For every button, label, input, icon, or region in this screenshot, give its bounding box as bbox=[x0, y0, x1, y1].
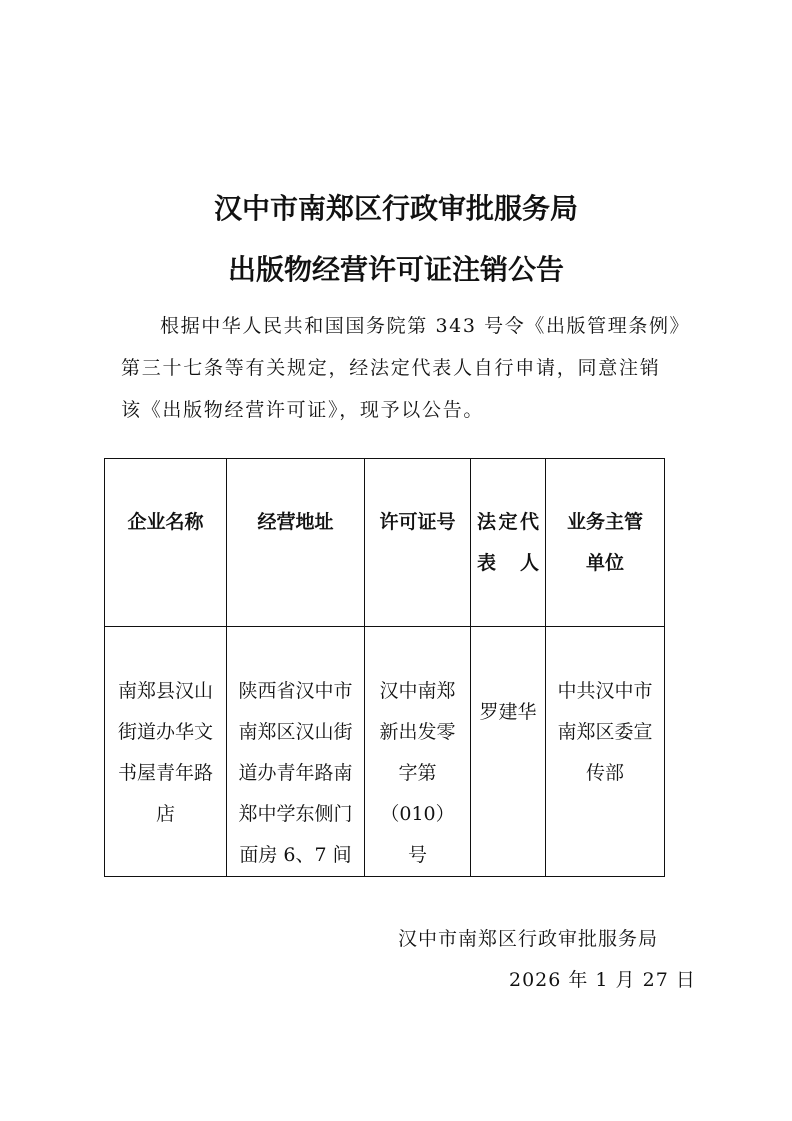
header-company-name-text: 企业名称 bbox=[127, 511, 204, 533]
announcement-title-line2: 出版物经营许可证注销公告 bbox=[227, 253, 564, 286]
cell-competent-authority bbox=[546, 627, 665, 877]
header-competent-authority-text: 业务主管单位 bbox=[566, 511, 643, 574]
cell-business-address-text: 陕西省汉中市南郑区汉山街道办青年路南郑中学东侧门面房 6、7 间 bbox=[238, 680, 353, 866]
header-business-address bbox=[227, 459, 365, 627]
cell-legal-representative-text: 罗建华 bbox=[479, 701, 537, 723]
table-header-row bbox=[105, 459, 665, 627]
issue-date: 2026 年 1 月 27 日 bbox=[509, 969, 696, 991]
header-legal-representative-text: 法定代表人 bbox=[477, 511, 539, 574]
header-business-address-text: 经营地址 bbox=[257, 511, 334, 533]
header-legal-representative bbox=[471, 459, 546, 627]
cell-competent-authority-text: 中共汉中市南郑区委宣传部 bbox=[557, 680, 653, 784]
announcement-title-line1: 汉中市南郑区行政审批服务局 bbox=[213, 192, 578, 225]
cell-legal-representative bbox=[471, 627, 546, 877]
header-license-number-text: 许可证号 bbox=[379, 511, 456, 533]
header-company-name bbox=[105, 459, 227, 627]
cell-business-address bbox=[227, 627, 365, 877]
header-competent-authority bbox=[546, 459, 665, 627]
body-paragraph-line3: 该《出版物经营许可证》，现予以公告。 bbox=[121, 399, 485, 421]
license-table bbox=[104, 458, 665, 877]
table-row bbox=[105, 627, 665, 877]
cell-license-number-text: 汉中南郑新出发零字第（010）号 bbox=[379, 680, 456, 866]
cell-license-number bbox=[365, 627, 471, 877]
body-paragraph-line1: 根据中华人民共和国国务院第 343 号令《出版管理条例》 bbox=[160, 315, 691, 337]
header-license-number bbox=[365, 459, 471, 627]
cell-company-name bbox=[105, 627, 227, 877]
issuer-signature: 汉中市南郑区行政审批服务局 bbox=[398, 928, 659, 950]
body-paragraph-line2: 第三十七条等有关规定，经法定代表人自行申请，同意注销 bbox=[121, 357, 661, 379]
cell-company-name-text: 南郑县汉山街道办华文书屋青年路店 bbox=[117, 680, 213, 825]
